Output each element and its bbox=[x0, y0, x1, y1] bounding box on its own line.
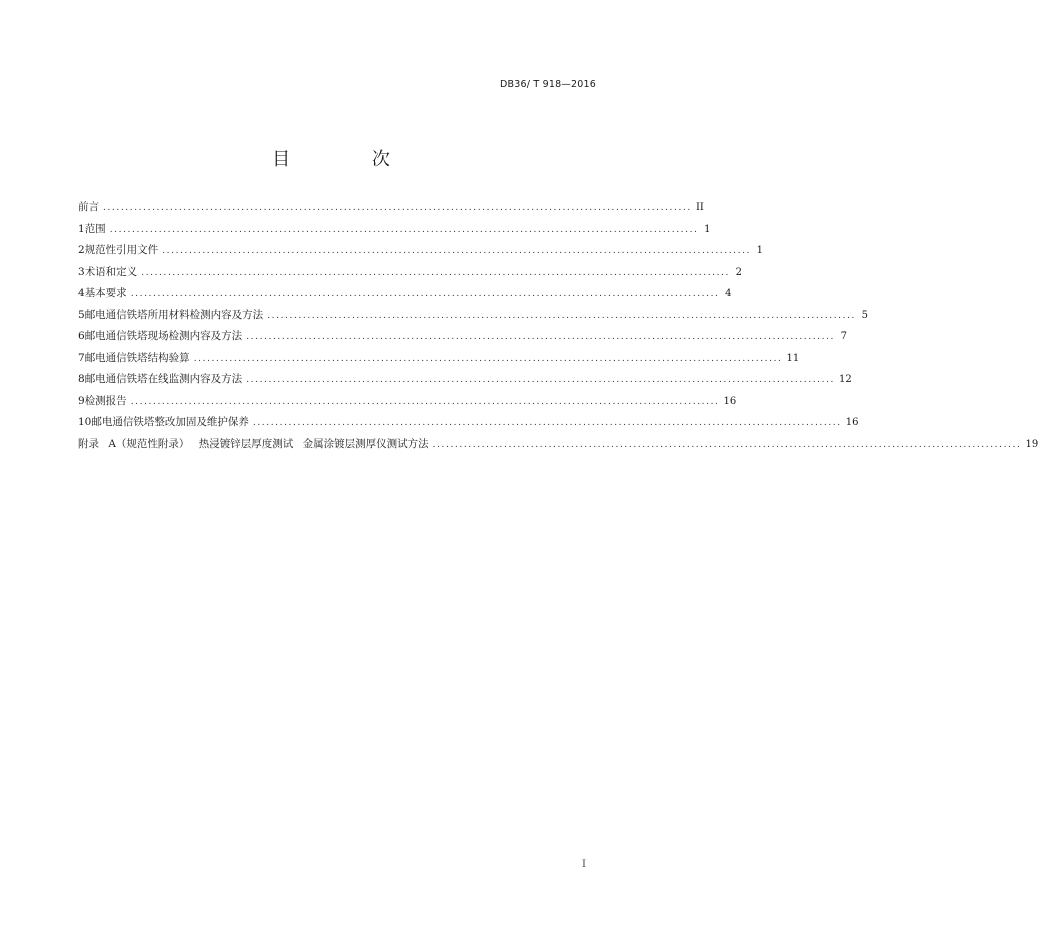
toc-entry-number: 8 bbox=[78, 373, 85, 385]
toc-entry-number: 7 bbox=[78, 351, 85, 364]
toc-entry-page: 11 bbox=[786, 352, 800, 364]
document-code: DB36/ T 918—2016 bbox=[500, 79, 596, 90]
toc-entry-page: 1 bbox=[704, 223, 711, 235]
page-title: 目 次 bbox=[272, 149, 428, 170]
toc-entry-page: 12 bbox=[839, 374, 852, 385]
toc-leader-dots: .................................................................................................................................... bbox=[267, 310, 857, 321]
toc-entry-label: 邮电通信铁塔现场检测内容及方法 bbox=[84, 330, 243, 342]
toc-entry-number: 2 bbox=[78, 244, 85, 256]
footer-page-number: I bbox=[582, 859, 586, 870]
toc-leader-dots: .................................................................................................................................... bbox=[246, 375, 836, 385]
toc-entry-page: 2 bbox=[735, 266, 743, 278]
toc-entry-label: 范围 bbox=[84, 222, 106, 235]
toc-entry-number: 10 bbox=[78, 416, 92, 428]
toc-leader-dots: .................................................................................................................................... bbox=[252, 418, 842, 428]
toc-leader-dots: .................................................................................................................................... bbox=[103, 203, 692, 213]
toc-entry-10[interactable] bbox=[78, 414, 859, 436]
toc-leader-dots: .................................................................................................................................... bbox=[130, 396, 720, 407]
toc-entry-6[interactable] bbox=[78, 328, 848, 350]
toc-entry-2[interactable] bbox=[78, 242, 764, 264]
toc-entry-appendix-a[interactable] bbox=[78, 436, 1038, 458]
toc-entry-number: 5 bbox=[78, 308, 85, 321]
toc-entry-number: 6 bbox=[78, 330, 85, 342]
toc-entry-7[interactable] bbox=[78, 350, 800, 372]
toc-entry-page: 7 bbox=[840, 331, 848, 342]
toc-entry-page: 16 bbox=[723, 395, 737, 407]
toc-leader-dots: .................................................................................................................................... bbox=[130, 289, 720, 299]
toc-leader-dots: .................................................................................................................................... bbox=[109, 224, 699, 235]
toc-entry-label: 检测报告 bbox=[84, 394, 127, 407]
toc-entry-page: 16 bbox=[845, 417, 859, 428]
toc-entry-number: 4 bbox=[78, 287, 85, 299]
toc-entry-label: 附录 A（规范性附录） 热浸镀锌层厚度测试 金属涂镀层测厚仪测试方法 bbox=[78, 437, 429, 450]
toc-entry-5[interactable] bbox=[78, 307, 869, 329]
toc-entry-label: 基本要求 bbox=[84, 287, 127, 299]
toc-entry-number: 9 bbox=[78, 394, 85, 407]
toc-entry-4[interactable] bbox=[78, 285, 732, 307]
toc-leader-dots: .................................................................................................................................... bbox=[193, 353, 783, 364]
toc-entry-3[interactable] bbox=[78, 264, 743, 286]
toc-entry-page: 4 bbox=[725, 288, 732, 299]
toc-entry-page: 19 bbox=[1025, 438, 1038, 450]
toc-entry-label: 邮电通信铁塔整改加固及维护保养 bbox=[91, 416, 249, 428]
toc-entry-8[interactable] bbox=[78, 371, 852, 393]
table-of-contents bbox=[78, 199, 1038, 457]
toc-entry-page: 1 bbox=[756, 245, 764, 256]
toc-entry-foreword[interactable] bbox=[78, 199, 704, 221]
toc-entry-label: 术语和定义 bbox=[84, 265, 138, 278]
toc-entry-9[interactable] bbox=[78, 393, 737, 415]
toc-entry-label: 邮电通信铁塔结构验算 bbox=[84, 351, 190, 364]
toc-entry-label: 前言 bbox=[78, 201, 99, 213]
toc-entry-page: 5 bbox=[861, 309, 869, 321]
toc-entry-number: 3 bbox=[78, 265, 85, 278]
toc-entry-label: 规范性引用文件 bbox=[84, 244, 159, 256]
toc-leader-dots: .................................................................................................................................... bbox=[141, 267, 731, 278]
toc-leader-dots: .................................................................................................................................... bbox=[432, 439, 1022, 450]
toc-entry-1[interactable] bbox=[78, 221, 711, 243]
toc-entry-label: 邮电通信铁塔在线监测内容及方法 bbox=[84, 373, 243, 385]
toc-leader-dots: .................................................................................................................................... bbox=[162, 246, 752, 256]
toc-entry-page: II bbox=[695, 202, 704, 213]
toc-entry-label: 邮电通信铁塔所用材料检测内容及方法 bbox=[84, 308, 264, 321]
toc-leader-dots: .................................................................................................................................... bbox=[246, 332, 836, 342]
toc-entry-number: 1 bbox=[78, 222, 85, 235]
